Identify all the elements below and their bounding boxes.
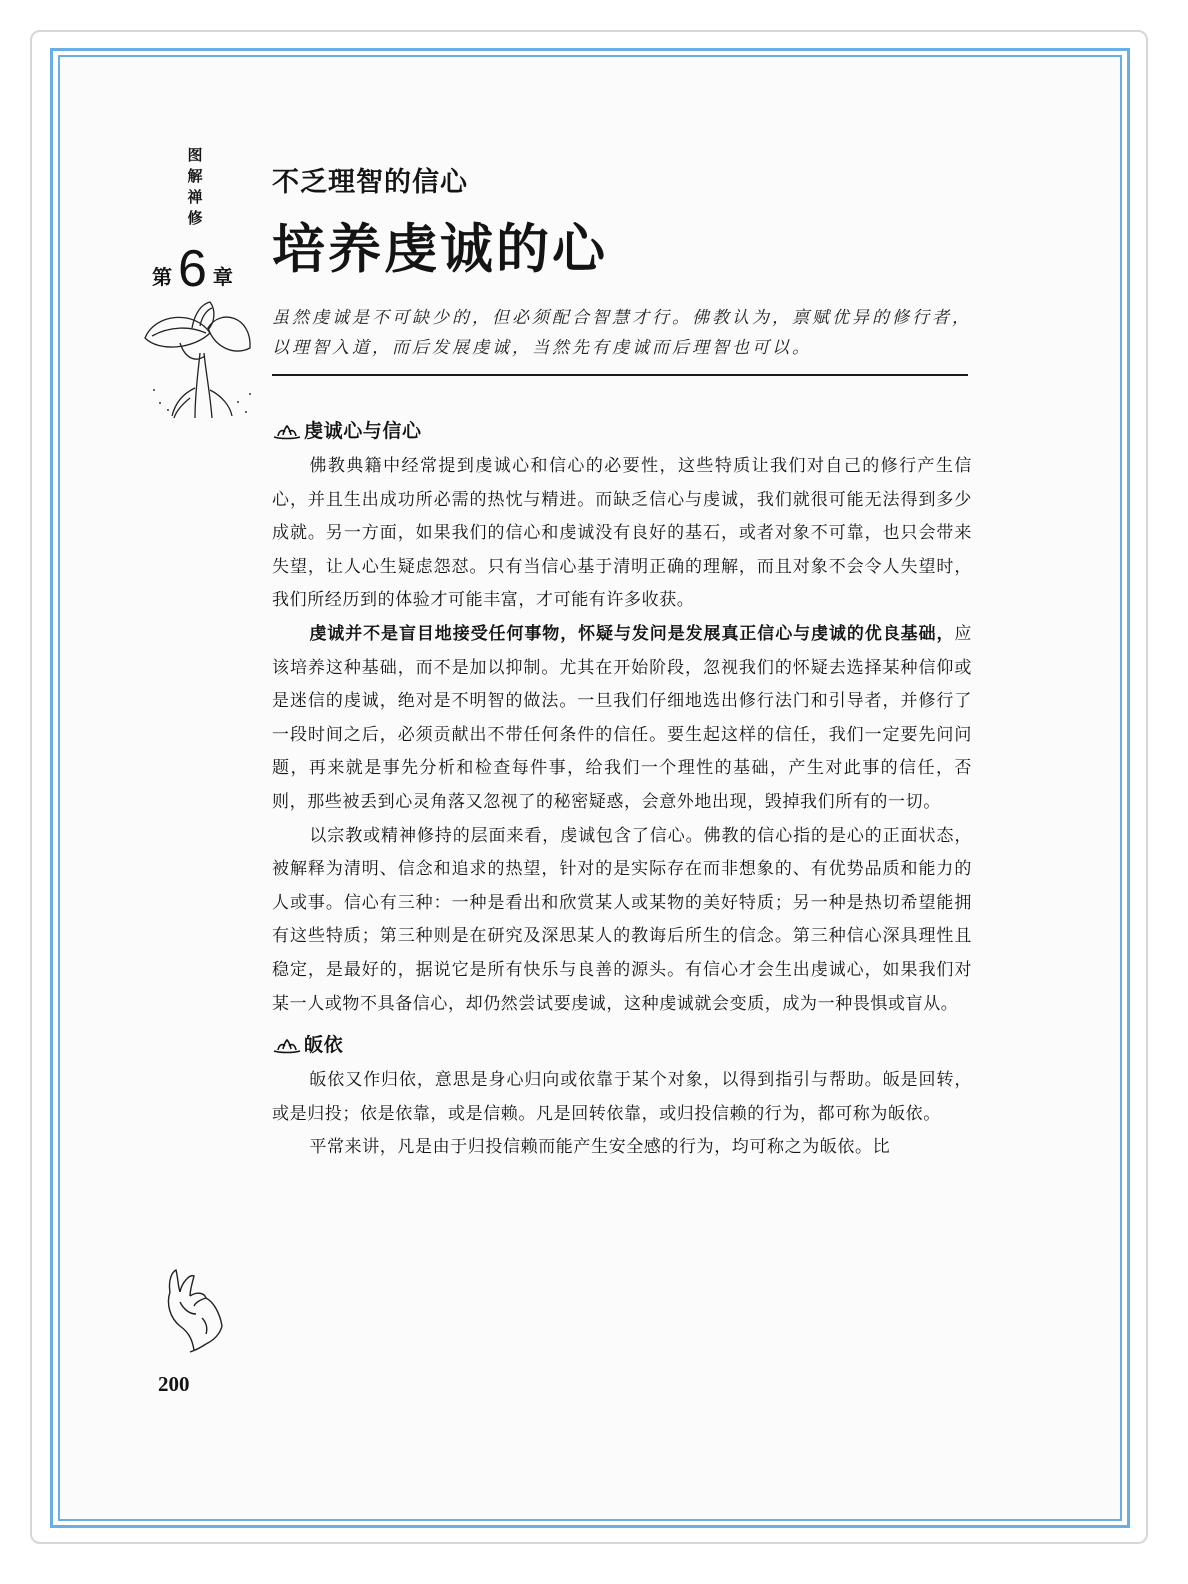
paragraph: 皈依又作归依，意思是身心归向或依靠于某个对象，以得到指引与帮助。皈是回转，或是归投；依是依靠，或是信赖。凡是回转依靠，或归投信赖的行为，都可称为皈依。 bbox=[272, 1070, 972, 1124]
book-char: 图 bbox=[187, 146, 203, 164]
book-char: 修 bbox=[187, 209, 203, 227]
hand-mudra-illustration-icon bbox=[160, 1262, 232, 1354]
paragraph: 佛教典籍中经常提到虔诚心和信心的必要性，这些特质让我们对自己的修行产生信心，并且生出成功所必需的热忱与精进。而缺乏信心与虔诚，我们就很可能无法得到多少成就。另一方面，如果我们的信心和虔诚没有良好的基石，或者对象不可靠，也只会带来失望，让人心生疑虑怨怼。只有当信心基于清明正确的理解，而且对象不会令人失望时，我们所经历到的体验才可能丰富，才可能有许多收获。 bbox=[272, 456, 972, 611]
book-char: 解 bbox=[187, 167, 203, 185]
intro-paragraph: 虽然虔诚是不可缺少的，但必须配合智慧才行。佛教认为，禀赋优异的修行者，以理智入道，而后发展虔诚，当然先有虔诚而后理智也可以。 bbox=[272, 308, 972, 358]
page-number: 200 bbox=[158, 1372, 190, 1396]
paragraph: 平常来讲，凡是由于归投信赖而能产生安全感的行为，均可称之为皈依。比 bbox=[309, 1137, 891, 1158]
chapter-prefix: 第 bbox=[152, 265, 172, 289]
book-series-label bbox=[184, 145, 206, 229]
chapter-marker bbox=[152, 240, 233, 298]
page-title: 培养虔诚的心 bbox=[272, 218, 608, 280]
section-heading-text: 虔诚心与信心 bbox=[304, 420, 422, 443]
lotus-bullet-icon bbox=[272, 1037, 302, 1055]
section-subtitle: 不乏理智的信心 bbox=[272, 167, 468, 198]
chapter-number: 6 bbox=[178, 240, 207, 298]
paragraph: 以宗教或精神修持的层面来看，虔诚包含了信心。佛教的信心指的是心的正面状态，被解释为清明、信念和追求的热望，针对的是实际存在而非想象的、有优势品质和能力的人或事。信心有三种：一种是看出和欣赏某人或某物的美好特质；另一种是热切希望能拥有这些特质；第三种则是在研究及深思某人的教诲后所生的信念。第三种信心深具理性且稳定，是最好的，据说它是所有快乐与良善的源头。有信心才会生出虔诚心，如果我们对某一人或物不具备信心，却仍然尝试要虔诚，这种虔诚就会变质，成为一种畏惧或盲从。 bbox=[272, 825, 972, 1014]
header-divider bbox=[272, 374, 968, 376]
book-char: 禅 bbox=[187, 188, 203, 206]
paragraph bbox=[272, 618, 972, 820]
section-heading bbox=[272, 1028, 972, 1064]
chapter-suffix: 章 bbox=[212, 265, 233, 289]
lotus-illustration-icon bbox=[140, 298, 260, 420]
article-body bbox=[272, 414, 972, 1165]
section-heading-text: 皈依 bbox=[304, 1034, 344, 1057]
lotus-bullet-icon bbox=[272, 423, 302, 441]
emphasis-text: 虔诚并不是盲目地接受任何事物，怀疑与发问是发展真正信心与虔诚的优良基础， bbox=[309, 623, 955, 644]
paragraph-text: 应该培养这种基础，而不是加以抑制。尤其在开始阶段，忽视我们的怀疑去选择某种信仰或是迷信的虔诚，绝对是不明智的做法。一旦我们仔细地选出修行法门和引导者，并修行了一段时间之后，必须贡献出不带任何条件的信任。要生起这样的信任，我们一定要先问问题，再来就是事先分析和检查每件事，给我们一个理性的基础，产生对此事的信任，否则，那些被丢到心灵角落又忽视了的秘密疑惑，会意外地出现，毁掉我们所有的一切。 bbox=[272, 623, 972, 812]
section-heading bbox=[272, 414, 972, 450]
